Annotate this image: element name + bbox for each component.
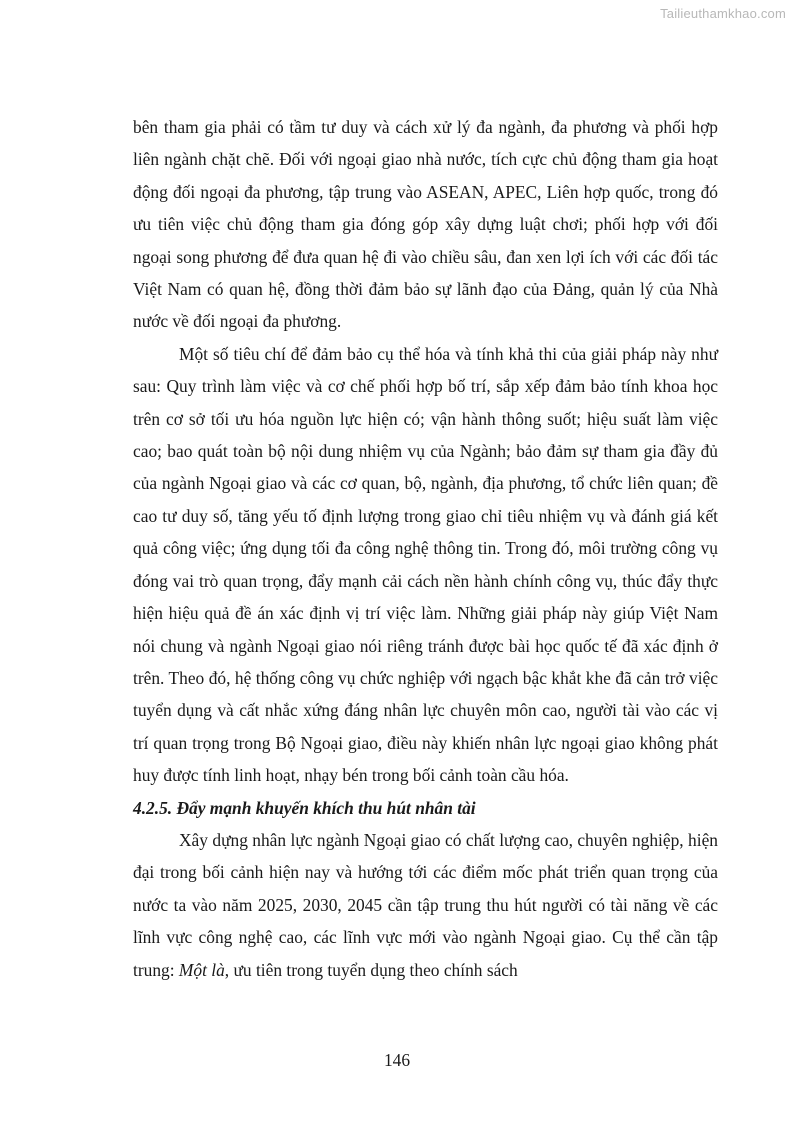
section-heading: 4.2.5. Đẩy mạnh khuyến khích thu hút nhân tài [133,797,476,818]
paragraph-3-text-start: Xây dựng nhân lực ngành Ngoại giao có chất lượng cao, chuyên nghiệp, hiện đại trong bối cảnh hiện nay và hướng tới các điểm mốc phát triển quan trọng của nước ta vào năm 2025, 2030, 2045 cần tập trung thu hút người có tài năng về các lĩnh vực công nghệ cao, các lĩnh vực mới vào ngành Ngoại giao. Cụ thể cần tập trung: [133,829,718,980]
watermark: Tailieuthamkhao.com [660,6,786,21]
paragraph-3-italic: Một là [178,959,225,980]
document-body [133,111,718,986]
paragraph-1: bên tham gia phải có tầm tư duy và cách xử lý đa ngành, đa phương và phối hợp liên ngành chặt chẽ. Đối với ngoại giao nhà nước, tích cực chủ động tham gia hoạt động đối ngoại đa phương, tập trung vào ASEAN, APEC, Liên hợp quốc, trong đó ưu tiên việc chủ động tham gia đóng góp xây dựng luật chơi; phối hợp với đối ngoại song phương để đưa quan hệ đi vào chiều sâu, đan xen lợi ích với các đối tác Việt Nam có quan hệ, đồng thời đảm bảo sự lãnh đạo của Đảng, quản lý của Nhà nước về đối ngoại đa phương. [133,117,718,332]
paragraph-3-text-end: , ưu tiên trong tuyển dụng theo chính sách [224,959,518,980]
paragraph-2: Một số tiêu chí để đảm bảo cụ thể hóa và tính khả thi của giải pháp này như sau: Quy trình làm việc và cơ chế phối hợp bố trí, sắp xếp đảm bảo tính khoa học trên cơ sở tối ưu hóa nguồn lực hiện có; vận hành thông suốt; hiệu suất làm việc cao; bao quát toàn bộ nội dung nhiệm vụ của Ngành; bảo đảm sự tham gia đầy đủ của ngành Ngoại giao và các cơ quan, bộ, ngành, địa phương, tổ chức liên quan; đề cao tư duy số, tăng yếu tố định lượng trong giao chỉ tiêu nhiệm vụ và đánh giá kết quả công việc; ứng dụng tối đa công nghệ thông tin. Trong đó, môi trường công vụ đóng vai trò quan trọng, đẩy mạnh cải cách nền hành chính công vụ, thúc đẩy thực hiện hiệu quả đề án xác định vị trí việc làm. Những giải pháp này giúp Việt Nam nói chung và ngành Ngoại giao nói riêng tránh được bài học quốc tế đã xác định ở trên. Theo đó, hệ thống công vụ chức nghiệp với ngạch bậc khắt khe đã cản trở việc tuyển dụng và cất nhắc xứng đáng nhân lực chuyên môn cao, người tài vào các vị trí quan trọng trong Bộ Ngoại giao, điều này khiến nhân lực ngoại giao không phát huy được tính linh hoạt, nhạy bén trong bối cảnh toàn cầu hóa. [133,343,718,786]
page-number: 146 [383,1050,411,1070]
paragraph-3 [133,824,718,986]
